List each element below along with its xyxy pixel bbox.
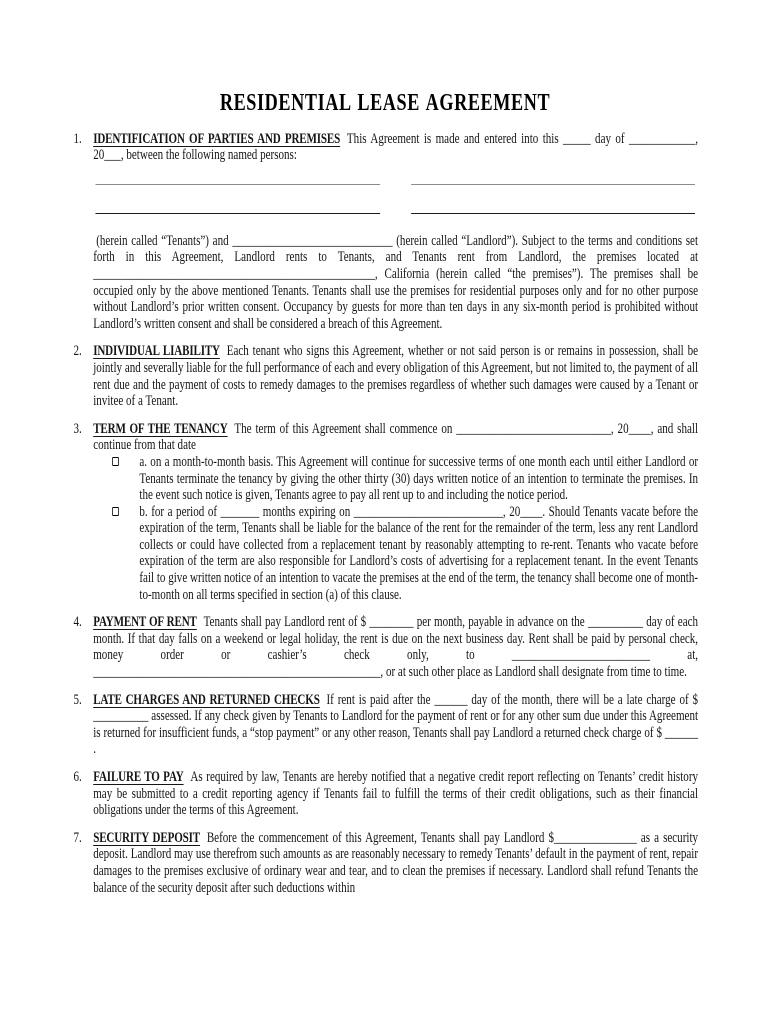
section-security-deposit: [72, 830, 698, 896]
checkbox-icon[interactable]: [112, 457, 119, 466]
section-body-paragraph: [93, 830, 698, 896]
section-body-text: As required by law, Tenants are hereby notified that a negative credit report reflecting on Tenants’ credit history may be submitted to a credit reporting agency if Tenants fail to fulfill the terms of their credit obligations, such as their financial obligations under the terms of this Agreement.: [93, 769, 699, 819]
name-line-1[interactable]: [95, 168, 379, 185]
sections-list: [72, 131, 698, 897]
section-body-paragraph: [93, 692, 698, 758]
document-content: [72, 0, 698, 896]
section-number: 5.: [73, 691, 82, 708]
section-body-text: Tenants shall pay Landlord rent of $ ________ per month, payable in advance on the __________ day of each month. If that day falls on a weekend or legal holiday, the rent is due on the next business day. Rent shall be paid by personal check, money order or cashier’s check only, to _________________________ at, ____________________________________________________, or at such other place as Landlord shall designate from time to time.: [93, 614, 699, 681]
section-body-paragraph: [93, 421, 698, 454]
section-heading: LATE CHARGES AND RETURNED CHECKS: [93, 691, 320, 708]
section-term-of-tenancy: [72, 421, 698, 604]
term-option-b-text: b. for a period of _______ months expiring on ___________________________, 20____. Should Tenants vacate before the expiration of the term, Tenants shall be liable for the balance of the rent for the remainder of the term, less any rent Landlord collects or could have collected from a replacement tenant by reasonably attempting to re-rent. Tenants who vacate before expiration of the term are also responsible for Landlord’s costs of advertising for a replacement tenant. In the event Tenants fail to give written notice of an intention to vacate the premises at the end of the term, the tenancy shall become one of month-to-month on all terms specified in section (a) of this clause.: [139, 503, 699, 603]
section-number: 3.: [73, 420, 82, 437]
section-number: 6.: [73, 769, 82, 785]
name-line-4[interactable]: [411, 197, 695, 214]
section-body-text: If rent is paid after the ______ day of the month, there will be a late charge of $ __________ assessed. If any check given by Tenants to Landlord for the payment of rent or for any other sum due under this Agreement is returned for insufficient funds, a “stop payment” or any other reason, Tenants shall pay Landlord a returned check charge of $ ______ .: [93, 691, 699, 758]
section-body-text: Each tenant who signs this Agreement, whether or not said person is or remains in possession, shall be jointly and severally liable for the full performance of each and every obligation of this Agreement, but not limited to, the payment of all rent due and the payment of costs to remedy damages to the premises regardless of whether such damages were caused by a Tenant or invitee of a Tenant.: [93, 343, 699, 410]
section-body-paragraph: [93, 769, 698, 819]
checkbox-icon[interactable]: [112, 507, 119, 516]
section-heading: PAYMENT OF RENT: [93, 614, 197, 631]
section-heading: INDIVIDUAL LIABILITY: [93, 343, 220, 360]
section-individual-liability: [72, 343, 698, 409]
section-body-paragraph: [93, 614, 698, 680]
section-number: 7.: [73, 829, 82, 846]
section-heading: IDENTIFICATION OF PARTIES AND PREMISES: [93, 130, 341, 147]
term-option-b: [139, 504, 698, 604]
section-body-paragraph: (herein called “Tenants”) and _____________________________ (herein called “Landlord”). Subject to the terms and conditions set forth in this Agreement, Landlord rents to Tenants, and Tenants rent from Landlord, the premises located at ___________________________________________________, California (herein called “the premises”). The premises shall be occupied only by the above mentioned Tenants. Tenants shall use the premises for residential purposes only and for no other purpose without Landlord’s prior written consent. Occupancy by guests for more than ten days in any six-month period is prohibited without Landlord’s written consent and shall be considered a breach of this Agreement.: [93, 232, 699, 332]
tenant-name-lines: [95, 168, 695, 214]
section-heading: FAILURE TO PAY: [93, 769, 184, 785]
section-intro-text: This Agreement is made and entered into this _____ day of ____________, 20___, between the following named persons:: [93, 130, 699, 164]
section-body-text: Before the commencement of this Agreement, Tenants shall pay Landlord $_______________ as a security deposit. Landlord may use therefrom such amounts as are reasonably necessary to remedy Tenants’ default in the payment of rent, repair damages to the premises exclusive of ordinary wear and tear, and to clean the premises if necessary. Landlord shall refund Tenants the balance of the security deposit after such deductions within: [93, 829, 699, 896]
section-identification-of-parties: [72, 131, 698, 333]
section-payment-of-rent: [72, 614, 698, 680]
section-body-paragraph: [93, 343, 698, 409]
section-body-text: The term of this Agreement shall commence on ____________________________, 20____, and shall continue from that date: [93, 420, 699, 454]
term-option-a: [139, 454, 698, 504]
section-number: 4.: [73, 614, 82, 631]
section-late-charges: [72, 692, 698, 758]
section-intro-paragraph: [93, 131, 698, 164]
name-line-3[interactable]: [95, 197, 379, 214]
name-line-2[interactable]: [411, 168, 695, 185]
section-number: 2.: [73, 343, 82, 360]
section-number: 1.: [73, 130, 82, 147]
term-option-a-text: a. on a month-to-month basis. This Agreement will continue for successive terms of one month each until either Landlord or Tenants terminate the tenancy by giving the other thirty (30) days written notice of an intention to terminate the premises. In the event such notice is given, Tenants agree to pay all rent up to and including the notice period.: [139, 453, 699, 504]
section-failure-to-pay: [72, 769, 698, 819]
document-title: RESIDENTIAL LEASE AGREEMENT: [219, 90, 551, 116]
section-heading: SECURITY DEPOSIT: [93, 829, 201, 846]
section-heading: TERM OF THE TENANCY: [93, 420, 228, 437]
